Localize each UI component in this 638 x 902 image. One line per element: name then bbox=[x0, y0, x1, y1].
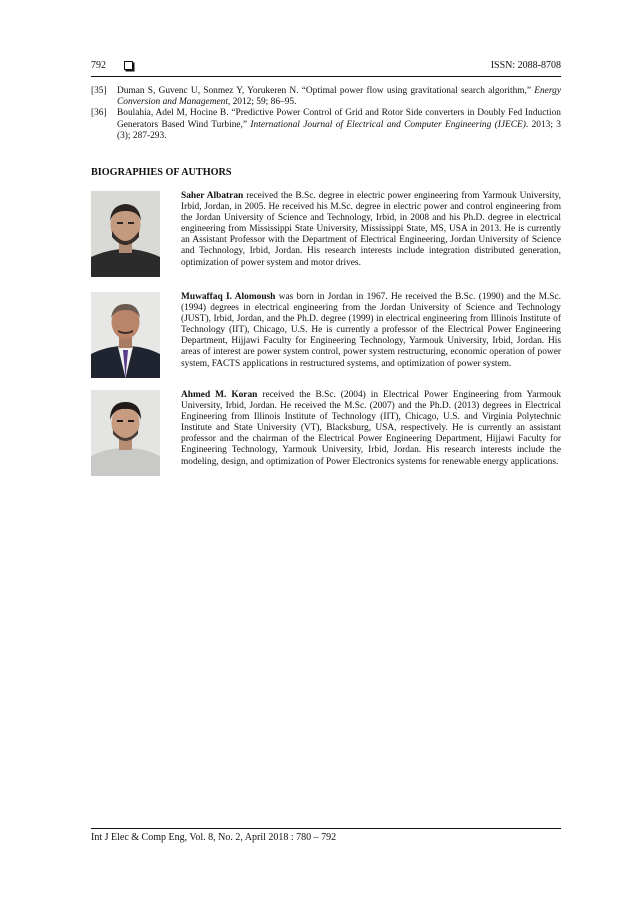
reference-details: . 2013; 3 (3); 287-293. bbox=[117, 119, 561, 141]
author-description: was born in Jordan in 1967. He received the B.Sc. (1990) and the M.Sc. (1994) degrees in electrical engineering from the Jordan University of Science and Technology (JUST), Irbid, Jordan, and the Ph.D. degree (1999) in electrical engineering from Illinois Institute of Technology (IIT), Chicago, U.S. He is currently a professor of the Electrical Power Engineering Department, Hijjawi Faculty for Engineering Technology, Yarmouk University, Irbid, Jordan. His areas of interest are power system control, power system restructuring, economic operation of power system, FACTS applications in restructured systems, and optimization of power system. bbox=[181, 292, 562, 369]
reference-number: [36] bbox=[91, 108, 107, 119]
square-icon bbox=[124, 61, 133, 70]
reference-details: , 2012; 59; 86–95. bbox=[227, 97, 297, 108]
reference-list bbox=[91, 86, 561, 142]
footer-rule bbox=[91, 828, 561, 829]
author-photo bbox=[91, 390, 160, 476]
page-number: 792 bbox=[91, 60, 106, 71]
author-photo bbox=[91, 191, 160, 277]
author-description: received the B.Sc. (2004) in Electrical Power Engineering from Yarmouk University, Irbid, Jordan. He received the M.Sc. (2007) and the Ph.D. (2013) degrees in Electrical Engineering from Illinois Institute of Technology (IIT), Chicago, U.S. and Virginia Polytechnic Institute and State University (VT), Blacksburg, USA, respectively. He is currently an assistant professor and the chairman of the Electrical Power Engineering Department, Hijjawi Faculty for Engineering Technology, Yarmouk University, Irbid, Jordan. His research interests include the modeling, design, and optimization of Power Electronics systems for renewable energy applications. bbox=[181, 390, 562, 467]
author-name: Saher Albatran bbox=[181, 191, 244, 201]
reference-item bbox=[91, 108, 561, 142]
author-name: Muwaffaq I. Alomoush bbox=[181, 292, 276, 302]
reference-number: [35] bbox=[91, 86, 107, 96]
page-footer: Int J Elec & Comp Eng, Vol. 8, No. 2, April 2018 : 780 – 792 bbox=[91, 832, 337, 843]
author-photo bbox=[91, 292, 160, 378]
page-header bbox=[91, 60, 561, 76]
section-heading: BIOGRAPHIES OF AUTHORS bbox=[91, 167, 232, 178]
reference-text: Duman S, Guvenc U, Sonmez Y, Yorukeren N. “Optimal power flow using gravitational search algorithm,” bbox=[117, 86, 535, 96]
reference-text: Boulahia, Adel M, Hocine B. “Predictive Power Control of Grid and Rotor Side converters in Doubly Fed Induction Generators Based Wind Turbine,” bbox=[117, 108, 561, 130]
author-bio-text bbox=[181, 390, 561, 468]
issn-label: ISSN: 2088-8708 bbox=[490, 60, 561, 71]
reference-item bbox=[91, 86, 561, 108]
header-rule bbox=[91, 76, 561, 77]
author-bio-text bbox=[181, 191, 561, 269]
author-description: received the B.Sc. degree in electric power engineering from Yarmouk University, Irbid, Jordan, in 2005. He received his M.Sc. degree in electric power and control engineering from the Jordan University of Science and Technology, Irbid, in 2008 and his Ph.D. degree in electrical engineering from Mississippi State University, Mississippi State, MS, USA in 2013. He is currently an Assistant Professor with the Department of Electrical Engineering, Jordan University of Science and Technology, Irbid, Jordan. His research interests include integration distributed generation, optimization of power system and motor drives. bbox=[181, 191, 561, 268]
author-bio-text bbox=[181, 292, 561, 370]
reference-journal: International Journal of Electrical and Computer Engineering (IJECE) bbox=[250, 119, 526, 130]
author-name: Ahmed M. Koran bbox=[181, 390, 258, 400]
reference-journal: Energy Conversion and Management bbox=[117, 86, 561, 108]
